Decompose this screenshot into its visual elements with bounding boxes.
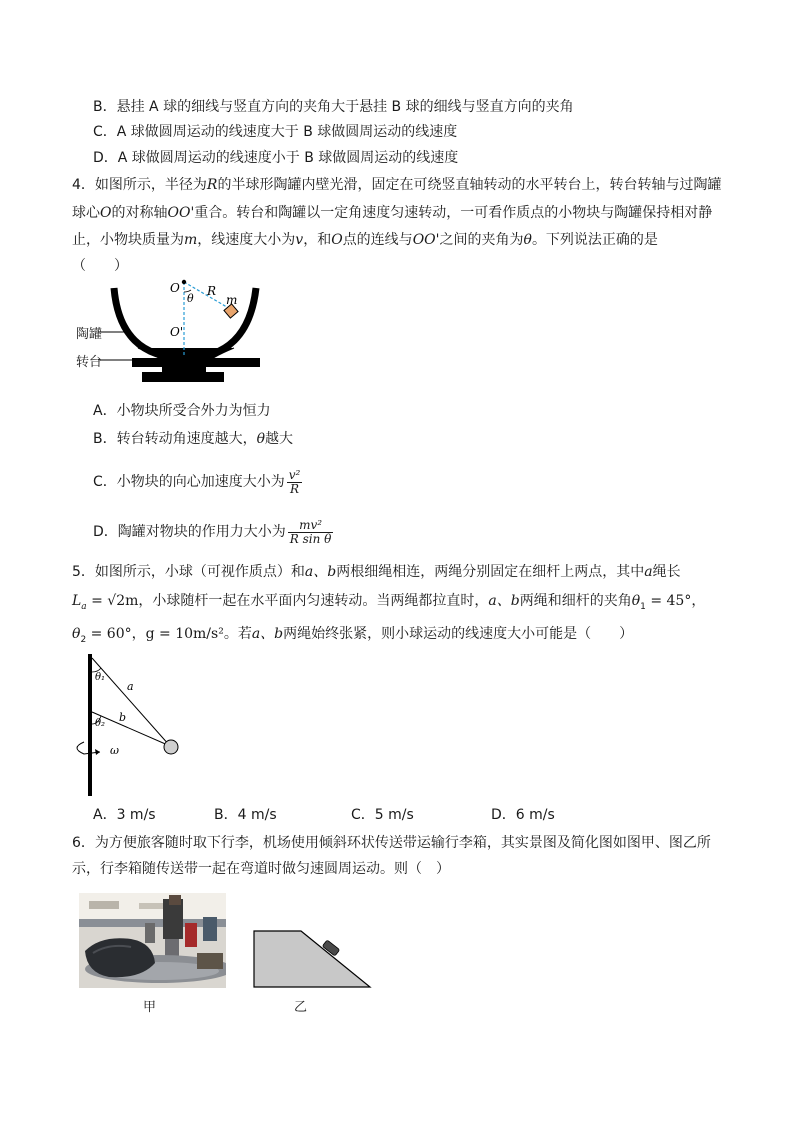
q5-stem-line3: $\theta_2 = 60^\circ$，g = 10m/s²。若a、b两绳始终张紧，则小球运动的线速度大小可能是（ ） bbox=[72, 626, 634, 645]
q4-stem-line3: 止，小物块质量为m，线速度大小为v，和O点的连线与OO'之间的夹角为θ。下列说法正确的是 bbox=[72, 232, 658, 248]
label-yi: 乙 bbox=[294, 1000, 308, 1015]
q5-option-c: C．5 m/s bbox=[351, 807, 414, 823]
q6-stem-line2: 示，行李箱随传送带一起在弯道时做匀速圆周运动。则（ ） bbox=[72, 861, 450, 877]
label-theta1: θ₁ bbox=[95, 672, 106, 683]
q5-stem-line1: 5．如图所示，小球（可视作质点）和a、b两根细绳相连，两绳分别固定在细杆上两点，其中a绳长 bbox=[72, 564, 681, 580]
incline-shape bbox=[254, 931, 370, 987]
q4-stem-line1: 4．如图所示，半径为R的半球形陶罐内壁光滑，固定在可绕竖直轴转动的水平转台上，转台转轴与过陶罐 bbox=[72, 177, 722, 193]
q4-option-c: C．小物块的向心加速度大小为 $\frac{\text{v²}}{R}$ bbox=[93, 467, 301, 496]
airport-conveyor-photo bbox=[79, 893, 226, 988]
rod bbox=[88, 654, 92, 796]
center-point bbox=[182, 280, 186, 284]
label-turntable: 转台 bbox=[76, 355, 103, 370]
q4-answer-blank: （ ） bbox=[72, 258, 128, 274]
q4-option-a: A．小物块所受合外力为恒力 bbox=[93, 403, 271, 419]
q4-option-b: B．转台转动角速度越大，θ越大 bbox=[93, 431, 294, 447]
label-pot: 陶罐 bbox=[76, 327, 103, 342]
q4-option-d: D．陶罐对物块的作用力大小为 $\frac{\text{mv²}}{\text{R sin θ}}$ bbox=[93, 517, 332, 546]
ball bbox=[164, 740, 178, 754]
q5-option-b: B．4 m/s bbox=[214, 807, 277, 823]
label-b: b bbox=[119, 711, 127, 724]
label-m: m bbox=[226, 293, 238, 307]
label-theta: θ bbox=[187, 292, 194, 305]
label-R: R bbox=[207, 284, 217, 298]
q5-stem-line2: $L_a = √2m$，小球随杆一起在水平面内匀速转动。当两绳都拉直时，a、b两绳和细杆的夹角$\theta_1 = 45^\circ$， bbox=[72, 593, 706, 612]
turntable-bottom bbox=[142, 372, 224, 382]
q3-option-b: B．悬挂 A 球的细线与竖直方向的夹角大于悬挂 B 球的细线与竖直方向的夹角 bbox=[93, 99, 574, 115]
label-O: O bbox=[170, 281, 180, 295]
label-jia: 甲 bbox=[143, 1000, 157, 1015]
q3-option-d: D．A 球做圆周运动的线速度小于 B 球做圆周运动的线速度 bbox=[93, 150, 459, 166]
incline-diagram bbox=[253, 930, 373, 990]
q4-stem-line2: 球心O的对称轴OO'重合。转台和陶罐以一定角速度匀速转动，一可看作质点的小物块与陶罐保持相对静 bbox=[72, 205, 713, 221]
omega-arrowhead bbox=[95, 749, 100, 755]
label-a: a bbox=[127, 680, 134, 693]
q3-option-c: C．A 球做圆周运动的线速度大于 B 球做圆周运动的线速度 bbox=[93, 124, 458, 140]
label-O-prime: O' bbox=[170, 325, 184, 339]
q5-rod-figure bbox=[70, 652, 200, 802]
label-theta2: θ₂ bbox=[95, 718, 106, 729]
label-omega: ω bbox=[110, 744, 119, 757]
q6-stem-line1: 6．为方便旅客随时取下行李，机场使用倾斜环状传送带运输行李箱，其实景图及简化图如图甲、图乙所 bbox=[72, 835, 711, 851]
q5-option-a: A．3 m/s bbox=[93, 807, 156, 823]
q5-option-d: D．6 m/s bbox=[491, 807, 555, 823]
